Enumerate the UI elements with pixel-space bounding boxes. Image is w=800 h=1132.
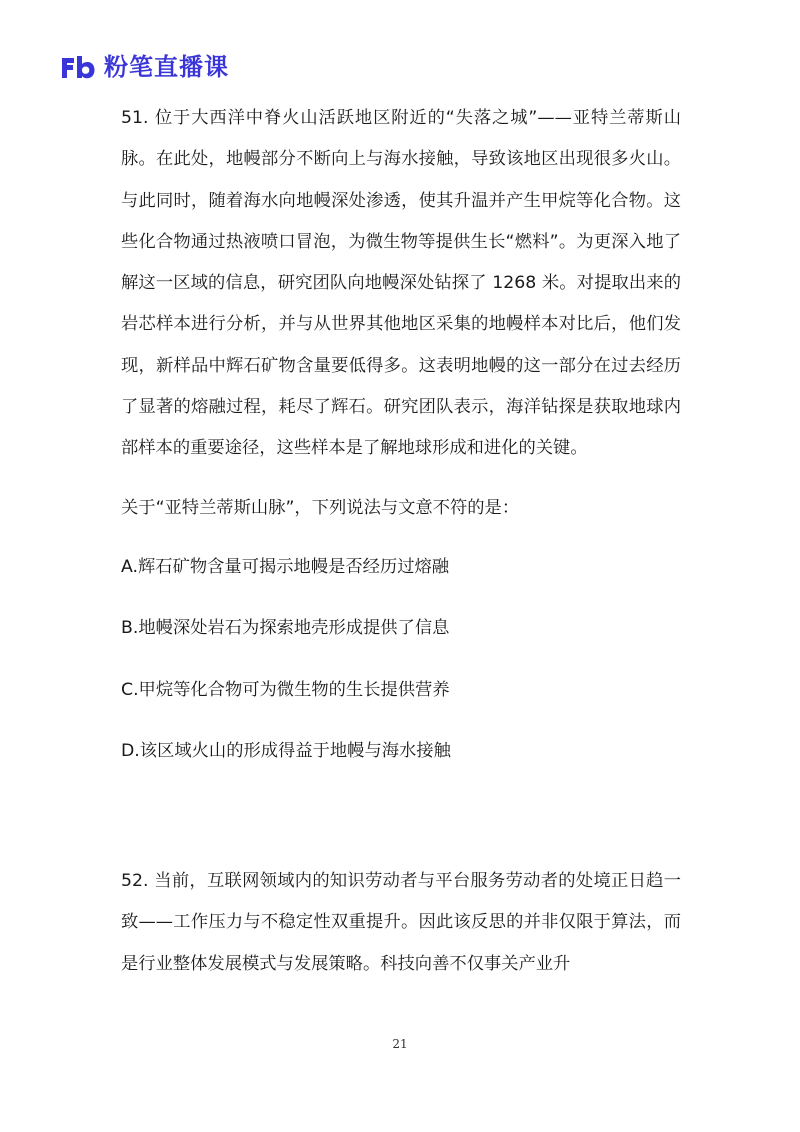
question-51-option-b: B.地幔深处岩石为探索地壳形成提供了信息 (121, 618, 450, 639)
question-51-option-c: C.甲烷等化合物可为微生物的生长提供营养 (121, 679, 450, 700)
brand-name: 粉笔直播课 (104, 53, 229, 81)
question-52-passage: 52. 当前，互联网领域内的知识劳动者与平台服务劳动者的处境正日趋一致——工作压力与不稳定性双重提升。因此该反思的并非仅限于算法，而是行业整体发展模式与发展策略。科技向善不仅事关产业升 (121, 871, 681, 974)
page-number: 21 (392, 1037, 408, 1051)
question-51-option-d: D.该区域火山的形成得益于地幔与海水接触 (121, 740, 451, 761)
question-51-passage: 51. 位于大西洋中脊火山活跃地区附近的“失落之城”——亚特兰蒂斯山脉。在此处，地幔部分不断向上与海水接触，导致该地区出现很多火山。与此同时，随着海水向地幔深处渗透，使其升温并产生甲烷等化合物。这些化合物通过热液喷口冒泡，为微生物等提供生长“燃料”。为更深入地了解这一区域的信息，研究团队向地幔深处钻探了 1268 米。对提取出来的岩芯样本进行分析，并与从世界其他地区采集的地幔样本对比后，他们发现，新样品中辉石矿物含量要低得多。这表明地幔的这一部分在过去经历了显著的熔融过程，耗尽了辉石。研究团队表示，海洋钻探是获取地球内部样本的重要途径，这些样本是了解地球形成和进化的关键。 (121, 108, 681, 459)
fb-logo-icon (60, 54, 96, 80)
page-content (121, 98, 681, 985)
question-51-stem: 关于“亚特兰蒂斯山脉”，下列说法与文意不符的是： (121, 497, 520, 518)
brand-logo (60, 50, 229, 84)
question-51-option-a: A.辉石矿物含量可揭示地幔是否经历过熔融 (121, 556, 450, 577)
